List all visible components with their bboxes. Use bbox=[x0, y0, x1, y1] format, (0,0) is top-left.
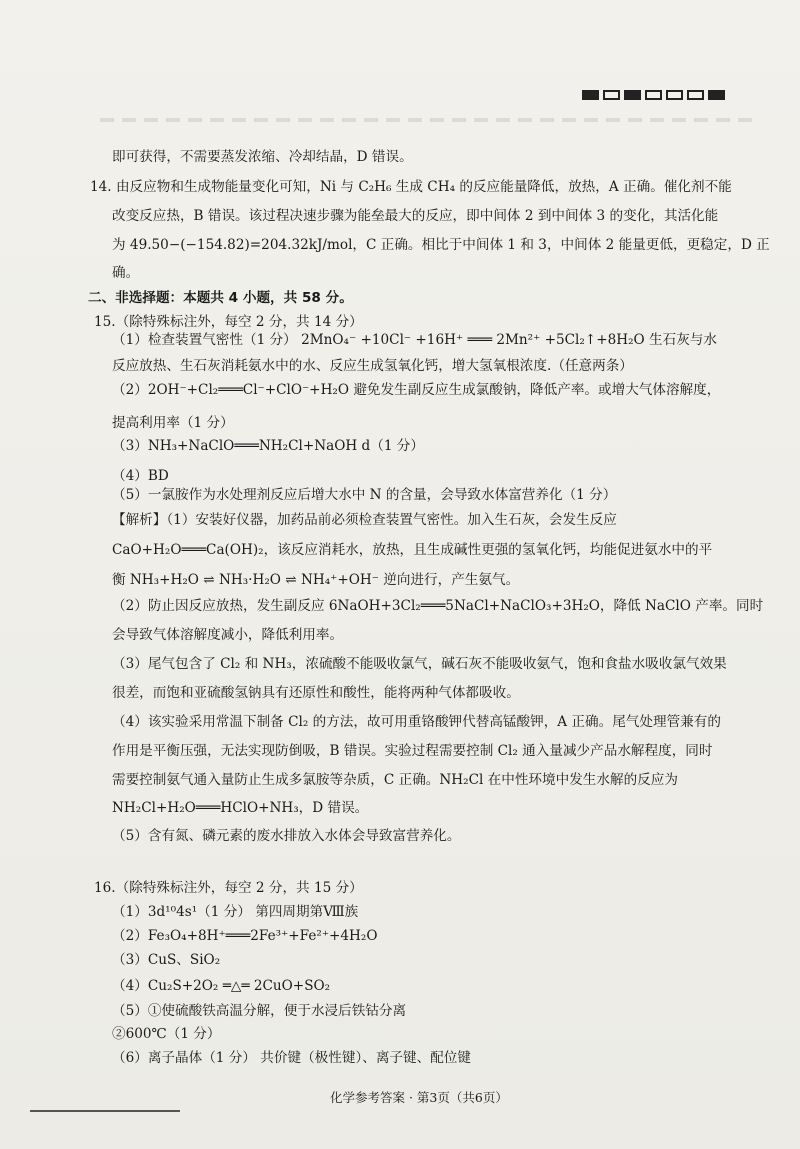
page-footer: 化学参考答案 · 第3页（共6页） bbox=[330, 1090, 508, 1105]
bleed-through bbox=[100, 118, 760, 122]
answer-15-5: （5）一氯胺作为水处理剂反应后增大水中 N 的含量，会导致水体富营养化（1 分） bbox=[112, 487, 617, 503]
answer-15-3: （3）NH₃+NaClO═══NH₂Cl+NaOH d（1 分） bbox=[112, 438, 424, 454]
section-heading: 二、非选择题：本题共 4 小题，共 58 分。 bbox=[88, 290, 353, 306]
mark-empty bbox=[603, 90, 620, 100]
scan-edge bbox=[30, 1110, 180, 1112]
mark-empty bbox=[687, 90, 704, 100]
answer-16-5: （5）①使硫酸铁高温分解，便于水浸后铁钴分离 bbox=[112, 1003, 407, 1019]
answer-15-1: （1）检查装置气密性（1 分） 2MnO₄⁻ +10Cl⁻ +16H⁺ ═══ 2Mn²⁺ +5Cl₂↑+8H₂O 生石灰与水 bbox=[112, 332, 717, 348]
analysis-line: 需要控制氨气通入量防止生成多氯胺等杂质，C 正确。NH₂Cl 在中性环境中发生水解的反应为 bbox=[112, 772, 678, 788]
analysis-line: CaO+H₂O═══Ca(OH)₂，该反应消耗水，放热，且生成碱性更强的氢氧化钙，均能促进氨水中的平 bbox=[112, 542, 713, 558]
analysis-line: NH₂Cl+H₂O═══HClO+NH₃，D 错误。 bbox=[112, 800, 369, 816]
answer-16-4: （4）Cu₂S+2O₂ ═△═ 2CuO+SO₂ bbox=[112, 978, 331, 994]
answer-16-6: （6）离子晶体（1 分） 共价键（极性键）、离子键、配位键 bbox=[112, 1050, 471, 1066]
question-15: 15.（除特殊标注外，每空 2 分，共 14 分） bbox=[94, 314, 363, 330]
analysis-line: （4）该实验采用常温下制备 Cl₂ 的方法，故可用重铬酸钾代替高锰酸钾，A 正确。尾气处理管兼有的 bbox=[112, 714, 721, 730]
answer-16-3: （3）CuS、SiO₂ bbox=[112, 952, 221, 968]
text-line: 提高利用率（1 分） bbox=[112, 415, 234, 431]
mark-filled bbox=[708, 90, 725, 100]
mark-filled bbox=[582, 90, 599, 100]
answer-15-2: （2）2OH⁻+Cl₂═══Cl⁻+ClO⁻+H₂O 避免发生副反应生成氯酸钠，降低产率。或增大气体溶解度， bbox=[112, 382, 721, 398]
analysis-line: 衡 NH₃+H₂O ⇌ NH₃·H₂O ⇌ NH₄⁺+OH⁻ 逆向进行，产生氨气。 bbox=[112, 572, 520, 588]
mark-filled bbox=[624, 90, 641, 100]
text-line: 改变反应热，B 错误。该过程决速步骤为能垒最大的反应，即中间体 2 到中间体 3 的变化，其活化能 bbox=[112, 208, 719, 224]
mark-empty bbox=[666, 90, 683, 100]
analysis-line: 作用是平衡压强，无法实现防倒吸，B 错误。实验过程需要控制 Cl₂ 通入量减少产品水解程度，同时 bbox=[112, 743, 713, 759]
answer-16-1: （1）3d¹⁰4s¹（1 分） 第四周期第Ⅷ族 bbox=[112, 904, 359, 920]
text-line: 即可获得，不需要蒸发浓缩、冷却结晶，D 错误。 bbox=[112, 149, 413, 165]
analysis-line: （2）防止因反应放热，发生副反应 6NaOH+3Cl₂═══5NaCl+NaClO₃+3H₂O，降低 NaClO 产率。同时 bbox=[112, 598, 764, 614]
question-16: 16.（除特殊标注外，每空 2 分，共 15 分） bbox=[94, 880, 363, 896]
analysis-line: 很差，而饱和亚硫酸氢钠具有还原性和酸性，能将两种气体都吸收。 bbox=[112, 685, 520, 701]
answer-card-marks bbox=[582, 90, 725, 100]
answer-16-5b: ②600℃（1 分） bbox=[112, 1026, 221, 1042]
text-line: 为 49.50−(−154.82)=204.32kJ/mol，C 正确。相比于中间体 1 和 3，中间体 2 能量更低，更稳定，D 正 bbox=[112, 237, 770, 253]
analysis-line: 会导致气体溶解度减小，降低利用率。 bbox=[112, 627, 344, 643]
answer-16-2: （2）Fe₃O₄+8H⁺═══2Fe³⁺+Fe²⁺+4H₂O bbox=[112, 928, 378, 944]
mark-empty bbox=[645, 90, 662, 100]
analysis-line: 【解析】（1）安装好仪器，加药品前必须检查装置气密性。加入生石灰，会发生反应 bbox=[112, 512, 617, 528]
text-line: 反应放热、生石灰消耗氨水中的水、反应生成氢氧化钙，增大氢氧根浓度.（任意两条） bbox=[112, 358, 633, 374]
text-line: 确。 bbox=[112, 265, 140, 281]
analysis-line: （5）含有氮、磷元素的废水排放入水体会导致富营养化。 bbox=[112, 828, 461, 844]
analysis-line: （3）尾气包含了 Cl₂ 和 NH₃，浓硫酸不能吸收氯气，碱石灰不能吸收氨气，饱和食盐水吸收氯气效果 bbox=[112, 656, 727, 672]
answer-15-4: （4）BD bbox=[112, 468, 169, 484]
question-14: 14. 由反应物和生成物能量变化可知，Ni 与 C₂H₆ 生成 CH₄ 的反应能量降低，放热，A 正确。催化剂不能 bbox=[90, 179, 732, 195]
